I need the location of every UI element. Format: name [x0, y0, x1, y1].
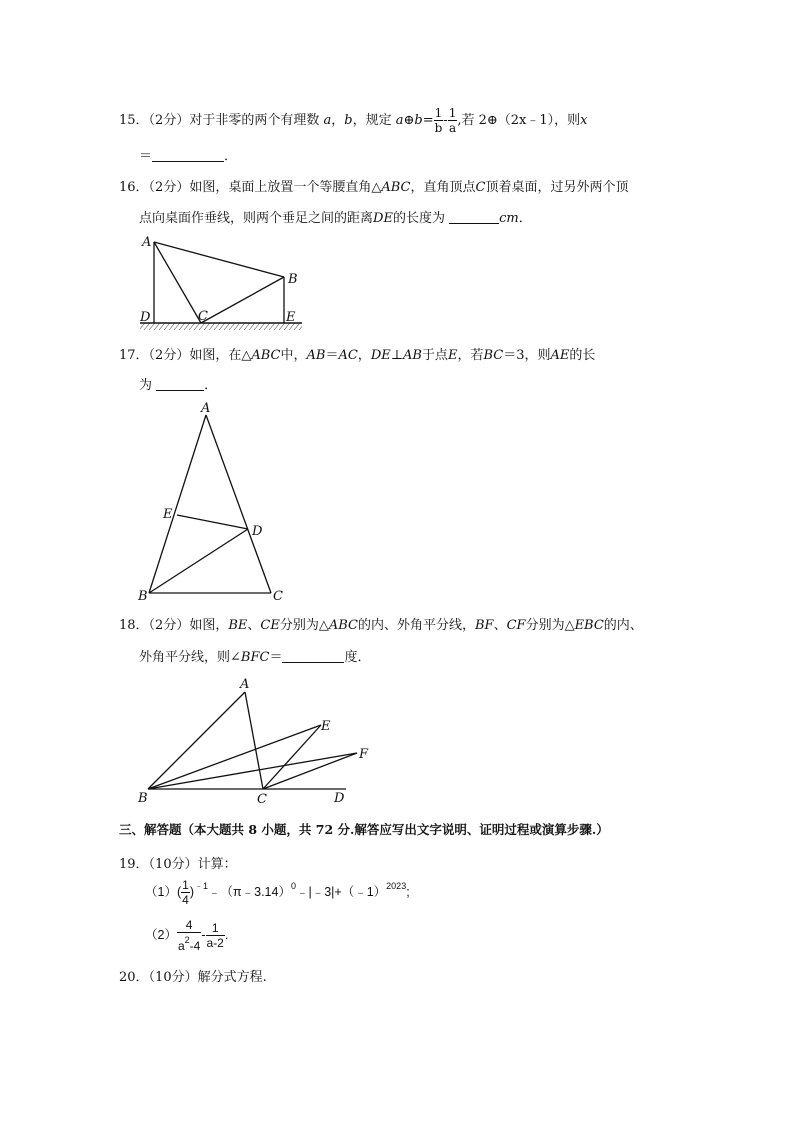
q19-p1-frac: $\frac{1}{4}$: [182, 878, 189, 907]
q20-number: 20．: [119, 970, 149, 985]
q17-e: E: [447, 348, 458, 363]
segment-ac: [245, 692, 263, 789]
label-d: D: [252, 524, 263, 539]
q15-text: 对于非零的两个有理数: [189, 113, 320, 128]
q15-op-expr: a⊕b=: [395, 113, 434, 128]
q19-part2: [145, 918, 228, 953]
q18-line1: [119, 614, 643, 633]
q18-dun2: 、: [493, 618, 507, 633]
q15-text3: ,若 2⊕（2x﹣1），则: [457, 113, 581, 128]
q16-text2b: 的长度为: [392, 211, 445, 226]
q17-text1b: 中，: [280, 348, 307, 363]
q17-ac: AC: [338, 348, 358, 363]
q16-text1b: ，直角顶点: [410, 180, 476, 195]
q17-answer-blank[interactable]: [156, 378, 204, 391]
q19-number: 19．: [119, 857, 149, 872]
q16-end: ．: [518, 211, 532, 226]
q18-text1b: 分别为△: [279, 618, 329, 633]
q18-text1a: 如图，: [189, 618, 229, 633]
q17-ab2: AB: [402, 348, 422, 363]
q17-score: （2分）: [148, 348, 190, 363]
q18-ce: CE: [260, 618, 280, 633]
label-c: C: [198, 309, 208, 324]
q16-answer-blank[interactable]: [449, 211, 499, 224]
q17-abc: ABC: [251, 348, 281, 363]
q16-text2: 点向桌面作垂线，则两个垂足之间的距离: [139, 211, 374, 226]
segment-bd: [149, 529, 248, 593]
q15-end: ．: [224, 149, 238, 164]
q17-ae: AE: [550, 348, 570, 363]
q19-p1-label: （1）: [145, 884, 177, 899]
q16-line2: [139, 207, 532, 226]
q15-var-a: a: [323, 113, 332, 128]
q19-p2-frac2: $\frac{1}{a-2}$: [206, 921, 224, 950]
q18-unit: 度．: [344, 650, 371, 665]
q17-eq: ＝: [325, 348, 339, 363]
label-e: E: [163, 507, 173, 522]
q19-p1-open: (: [176, 884, 182, 899]
label-d: D: [334, 791, 345, 806]
q19-text: 计算：: [197, 857, 237, 872]
q20-score: （10分）: [148, 970, 198, 985]
q16-number: 16．: [119, 180, 149, 195]
label-b: B: [138, 791, 148, 806]
q15-score: （2分）: [148, 113, 190, 128]
q19-p2-frac1: $\frac{4}{a^2-4}$: [177, 918, 201, 953]
q19-p1-close: ): [189, 884, 194, 899]
q15-frac1: $\frac{1}{b}$: [434, 106, 443, 135]
q19-p1-mid: ﹣（π﹣3.14）: [208, 884, 291, 899]
q15-minus: -: [443, 113, 448, 128]
label-b: B: [288, 272, 298, 287]
q15-var-x: x: [580, 113, 588, 128]
label-a: A: [240, 677, 250, 692]
q15-number: 15．: [119, 113, 149, 128]
q18-dun: 、: [247, 618, 261, 633]
q18-text2: 外角平分线，则∠: [139, 650, 241, 665]
q17-val: ＝3，则: [503, 348, 551, 363]
q19-p1-exp1: ﹣1: [193, 880, 208, 891]
segment-be: [148, 725, 321, 789]
q16-unit: cm: [499, 211, 519, 226]
q16-text1: 如图，桌面上放置一个等腰直角△: [189, 180, 382, 195]
q18-number: 18．: [119, 618, 149, 633]
q19-p1-mid2: ﹣|﹣3|+（﹣1）: [295, 884, 387, 899]
q18-eq: ＝: [269, 650, 283, 665]
segment-ce: [263, 725, 321, 789]
label-e: E: [321, 719, 331, 734]
q17-text1c: 于点: [421, 348, 448, 363]
q19-score: （10分）: [148, 857, 198, 872]
q18-cf: CF: [506, 618, 526, 633]
q15-frac2: $\frac{1}{a}$: [448, 106, 457, 135]
q18-ebc: EBC: [574, 618, 604, 633]
label-d: D: [140, 310, 151, 325]
label-e: E: [286, 310, 296, 325]
q18-text1e: 的内、: [603, 618, 643, 633]
q17-figure: [134, 398, 290, 606]
q18-line2: [139, 646, 370, 665]
q17-de: DE: [370, 348, 391, 363]
q15-text2: ，规定: [352, 113, 392, 128]
segment-ab: [154, 242, 284, 277]
q15-line2: [139, 145, 237, 164]
q17-text2: 为: [139, 378, 153, 393]
q17-number: 17．: [119, 348, 149, 363]
q17-ab: AB: [306, 348, 326, 363]
q16-de: DE: [373, 211, 393, 226]
segment-cf: [263, 753, 357, 789]
q19-part1: [145, 878, 410, 907]
q18-figure: [134, 672, 374, 808]
segment-bc: [201, 277, 284, 323]
q18-text1d: 分别为△: [525, 618, 575, 633]
q18-answer-blank[interactable]: [282, 650, 344, 663]
q18-score: （2分）: [148, 618, 190, 633]
q15-var-b: b: [344, 113, 353, 128]
q16-score: （2分）: [148, 180, 190, 195]
section3-title: 三、解答题（本大题共 8 小题，共 72 分.解答应写出文字说明、证明过程或演算步骤.）: [119, 822, 609, 837]
q20-line: [119, 966, 267, 985]
q19-p1-exp2: 0: [290, 880, 296, 891]
q16-c: C: [475, 180, 486, 195]
segment-ab: [149, 415, 206, 593]
segment-ac: [206, 415, 271, 593]
q19-line: [119, 853, 237, 872]
label-a: A: [201, 401, 211, 416]
q15-eq: ＝: [139, 149, 153, 164]
q16-text1c: 顶着桌面，过另外两个顶: [485, 180, 629, 195]
q15-answer-blank[interactable]: [152, 149, 224, 162]
q16-figure: [136, 232, 306, 334]
q17-text1e: 的长: [569, 348, 596, 363]
q19-p2-minus: -: [201, 927, 206, 942]
q17-line2: [139, 374, 217, 393]
q18-text1c: 的内、外角平分线，: [357, 618, 475, 633]
q19-p2-end: .: [224, 927, 229, 942]
q18-abc: ABC: [328, 618, 358, 633]
q17-line1: [119, 344, 595, 363]
q15-line1: [119, 106, 588, 135]
q16-abc: ABC: [381, 180, 411, 195]
label-a: A: [142, 235, 152, 250]
q18-be: BE: [228, 618, 248, 633]
label-f: F: [359, 747, 369, 762]
segment-ac: [154, 242, 201, 323]
label-c: C: [257, 792, 267, 807]
label-c: C: [273, 589, 283, 604]
q17-sep: ，: [357, 348, 371, 363]
q17-bc: BC: [483, 348, 504, 363]
q20-text: 解分式方程.: [197, 970, 267, 985]
q16-line1: [119, 176, 628, 195]
q19-p2-label: （2）: [145, 927, 177, 942]
q19-p1-exp3: 2023: [386, 880, 407, 891]
segment-de: [177, 515, 248, 529]
q15-comma: ，: [331, 113, 345, 128]
q18-bf: BF: [475, 618, 494, 633]
table-hatch: [140, 323, 302, 330]
q17-text1d: ，若: [457, 348, 484, 363]
q17-perp: ⊥: [390, 348, 403, 363]
label-b: B: [138, 589, 148, 604]
q17-end: ．: [204, 378, 218, 393]
q17-text1a: 如图，在△: [189, 348, 252, 363]
q18-bfc: BFC: [240, 650, 270, 665]
q19-p1-end: ;: [406, 884, 410, 899]
